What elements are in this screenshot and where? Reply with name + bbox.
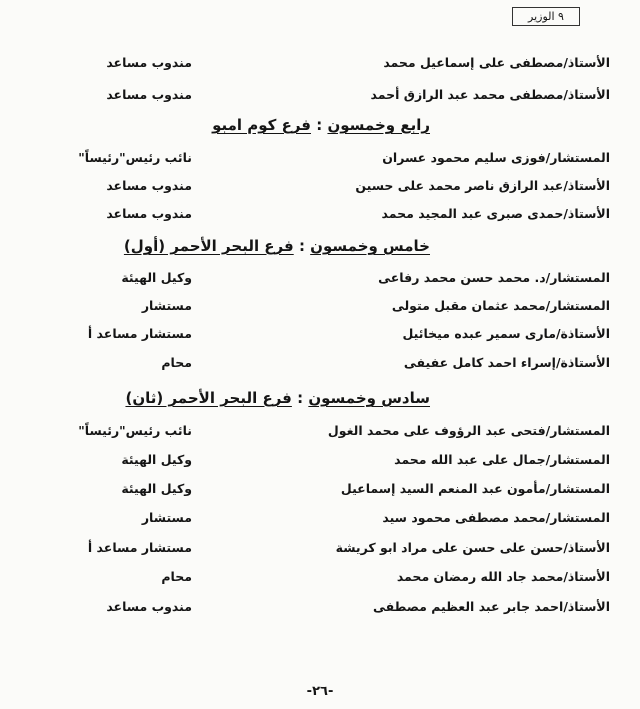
list-item: [0, 352, 640, 374]
member-title: مندوب مساعد: [106, 178, 192, 193]
member-title: محام: [161, 569, 192, 584]
list-item: [0, 507, 640, 529]
list-item: [0, 84, 640, 106]
list-item: [0, 147, 640, 169]
member-title: نائب رئيس"رئيساً": [78, 423, 192, 438]
list-item: [0, 52, 640, 74]
member-name: المستشار/جمال على عبد الله محمد: [394, 452, 610, 467]
section-separator: :: [311, 116, 328, 134]
list-item: [0, 175, 640, 197]
member-name: المستشار/محمد عثمان مقبل متولى: [391, 298, 610, 313]
member-title: مندوب مساعد: [106, 599, 192, 614]
member-name: الأستاذ/محمد جاد الله رمضان محمد: [396, 569, 610, 584]
member-title: وكيل الهيئة: [121, 452, 192, 467]
member-title: مندوب مساعد: [106, 206, 192, 221]
member-name: الأستاذة/مارى سمير عبده ميخائيل: [402, 326, 610, 341]
list-item: [0, 449, 640, 471]
member-title: مستشار مساعد أ: [87, 540, 192, 555]
section-branch: فرع كوم امبو: [212, 116, 311, 134]
page-number: -٢٦-: [306, 684, 334, 699]
member-name: الأستاذ/حمدى صبرى عبد المجيد محمد: [381, 206, 610, 221]
member-title: وكيل الهيئة: [121, 270, 192, 285]
header-label: ٩ الوزير: [512, 7, 580, 26]
member-name: الأستاذ/احمد جابر عبد العظيم مصطفى: [373, 599, 610, 614]
section-ordinal: رابع وخمسون: [327, 116, 430, 134]
member-name: الأستاذ/عبد الرازق ناصر محمد على حسين: [355, 178, 610, 193]
section-ordinal: خامس وخمسون: [310, 237, 430, 255]
list-item: [0, 478, 640, 500]
member-name: الأستاذة/إسراء احمد كامل عفيفى: [403, 355, 610, 370]
member-name: الأستاذ/حسن على حسن على مراد ابو كريشة: [335, 540, 610, 555]
member-title: نائب رئيس"رئيساً": [78, 150, 192, 165]
section-heading: [0, 112, 640, 138]
member-title: مستشار مساعد أ: [87, 326, 192, 341]
member-name: المستشار/فتحى عبد الرؤوف على محمد الغول: [327, 423, 610, 438]
member-title: وكيل الهيئة: [121, 481, 192, 496]
list-item: [0, 596, 640, 618]
list-item: [0, 295, 640, 317]
section-heading: [0, 233, 640, 259]
member-name: المستشار/مأمون عبد المنعم السيد إسماعيل: [340, 481, 610, 496]
list-item: [0, 323, 640, 345]
member-name: الأستاذ/مصطفى محمد عبد الرازق أحمد: [370, 87, 610, 102]
list-item: [0, 566, 640, 588]
member-name: المستشار/د. محمد حسن محمد رفاعى: [378, 270, 610, 285]
member-name: المستشار/محمد مصطفى محمود سيد: [382, 510, 610, 525]
member-title: محام: [161, 355, 192, 370]
member-title: مندوب مساعد: [106, 87, 192, 102]
section-branch: فرع البحر الأحمر (أول): [123, 237, 294, 255]
list-item: [0, 420, 640, 442]
section-separator: :: [293, 237, 311, 255]
list-item: [0, 203, 640, 225]
list-item: [0, 537, 640, 559]
section-branch: فرع البحر الأحمر (ثان): [125, 389, 292, 407]
member-title: مستشار: [141, 298, 192, 313]
member-name: المستشار/فوزى سليم محمود عسران: [382, 150, 610, 165]
section-heading: [0, 385, 640, 411]
section-separator: :: [291, 389, 309, 407]
section-ordinal: سادس وخمسون: [308, 389, 430, 407]
member-title: مندوب مساعد: [106, 55, 192, 70]
list-item: [0, 267, 640, 289]
member-title: مستشار: [141, 510, 192, 525]
member-name: الأستاذ/مصطفى على إسماعيل محمد: [383, 55, 610, 70]
